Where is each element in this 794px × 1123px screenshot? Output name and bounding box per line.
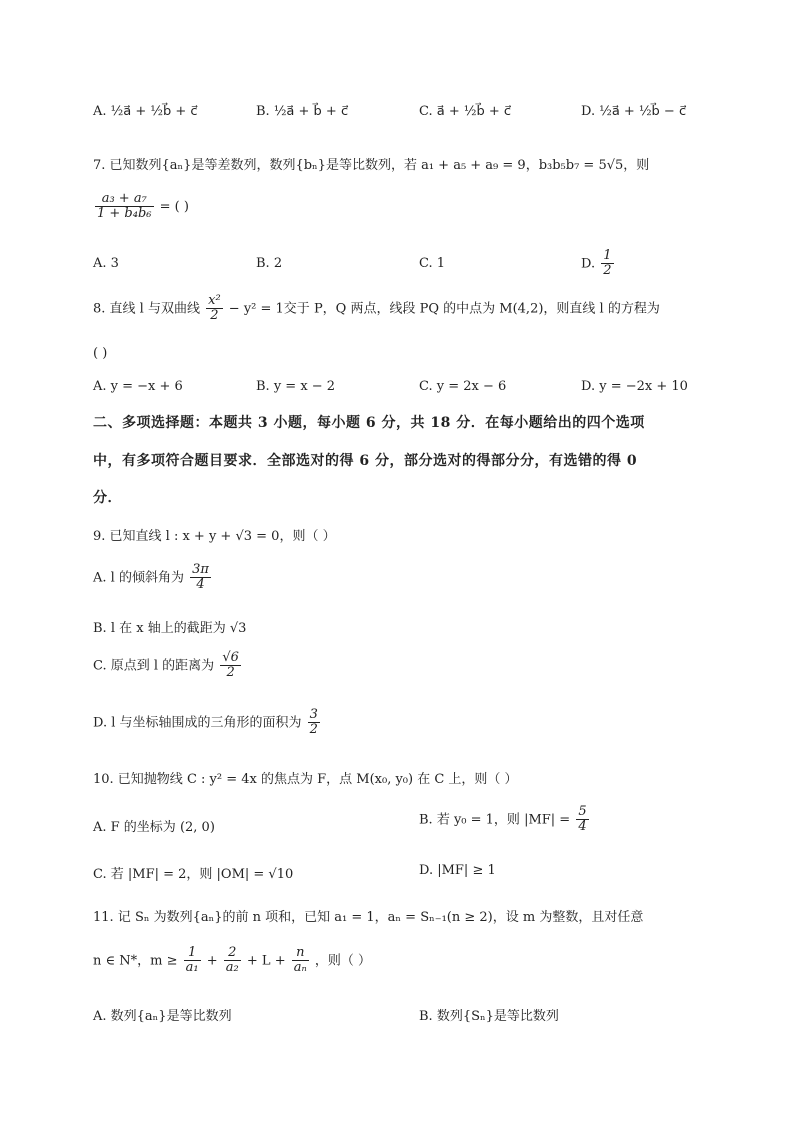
q10-stem: 10. 已知抛物线 C : y² = 4x 的焦点为 F，点 M(x₀, y₀) 在 C 上，则（ ） bbox=[93, 772, 518, 787]
q8-option-c: C. y = 2x − 6 bbox=[419, 379, 507, 394]
q11-fraction-1-numerator: 1 bbox=[184, 946, 201, 961]
q7-option-a: A. 3 bbox=[93, 256, 119, 271]
q11-fraction-3-denominator: aₙ bbox=[293, 960, 307, 976]
q7-option-d-label: D. bbox=[581, 256, 596, 272]
q9-stem: 9. 已知直线 l : x + y + √3 = 0，则（ ） bbox=[93, 529, 336, 544]
q7-stem: 7. 已知数列{aₙ}是等差数列，数列{bₙ}是等比数列，若 a₁ + a₅ + a₉ = 9，b₃b₅b₇ = 5√5，则 bbox=[93, 158, 650, 173]
q11-condition-end: ，则（ ） bbox=[314, 953, 372, 969]
q10-option-b-text: B. 若 y₀ = 1，则 |MF| = bbox=[419, 812, 571, 828]
q9-option-c bbox=[93, 651, 243, 681]
q8-answer-paren: ( ) bbox=[93, 346, 108, 361]
q7-option-d-fraction bbox=[601, 249, 613, 279]
q11-condition bbox=[93, 946, 371, 976]
q11-ellipsis-term: + L + bbox=[246, 953, 286, 969]
q9-option-c-denominator: 2 bbox=[226, 665, 235, 681]
q8-option-a: A. y = −x + 6 bbox=[93, 379, 183, 394]
q11-plus-sign: + bbox=[206, 953, 218, 969]
q9-option-d-text: D. l 与坐标轴围成的三角形的面积为 bbox=[93, 715, 302, 731]
q11-fraction-2-denominator: a₂ bbox=[225, 960, 239, 976]
section2-heading-line1: 二、多项选择题：本题共 3 小题，每小题 6 分，共 18 分．在每小题给出的四个选项 bbox=[93, 415, 645, 431]
q9-option-d-denominator: 2 bbox=[309, 722, 318, 738]
q6-option-d: D. ½a⃗ + ½b⃗ − c⃗ bbox=[581, 104, 687, 119]
q9-option-a bbox=[93, 563, 213, 593]
q8-option-d: D. y = −2x + 10 bbox=[581, 379, 688, 394]
q9-option-a-numerator: 3π bbox=[192, 562, 209, 577]
section2-heading-line3: 分． bbox=[93, 490, 122, 506]
q7-option-c: C. 1 bbox=[419, 256, 446, 271]
q8-stem-start: 8. 直线 l 与双曲线 bbox=[93, 301, 200, 317]
q6-option-c: C. a⃗ + ½b⃗ + c⃗ bbox=[419, 104, 512, 119]
q10-option-b bbox=[419, 805, 591, 835]
q9-option-d bbox=[93, 708, 322, 738]
q7-fraction-denominator: 1 + b₄b₆ bbox=[97, 206, 152, 222]
q8-stem-end: − y² = 1交于 P，Q 两点，线段 PQ 的中点为 M(4,2)，则直线 l 的方程为 bbox=[228, 301, 660, 317]
q10-option-d: D. |MF| ≥ 1 bbox=[419, 863, 496, 878]
q6-option-a: A. ½a⃗ + ½b⃗ + c⃗ bbox=[93, 104, 198, 119]
q11-fraction-2-numerator: 2 bbox=[224, 946, 241, 961]
q7-fraction-numerator: a₃ + a₇ bbox=[95, 192, 154, 207]
q7-option-d-denominator: 2 bbox=[603, 263, 612, 279]
section2-heading-line2: 中，有多项符合题目要求．全部选对的得 6 分，部分选对的得部分分，有选错的得 0 bbox=[93, 453, 638, 469]
q11-fraction-3-numerator: n bbox=[292, 946, 309, 961]
q7-option-d bbox=[581, 249, 616, 279]
q7-option-d-numerator: 1 bbox=[603, 248, 612, 263]
q9-option-a-denominator: 4 bbox=[196, 577, 205, 593]
q7-expression-tail: = ( ) bbox=[159, 199, 189, 215]
q11-stem: 11. 记 Sₙ 为数列{aₙ}的前 n 项和，已知 a₁ = 1，aₙ = Sₙ₋₁(n ≥ 2)，设 m 为整数，且对任意 bbox=[93, 910, 644, 925]
q9-option-c-text: C. 原点到 l 的距离为 bbox=[93, 658, 215, 674]
q9-option-b: B. l 在 x 轴上的截距为 √3 bbox=[93, 621, 247, 636]
q7-expression bbox=[93, 192, 189, 222]
q10-option-b-denominator: 4 bbox=[578, 819, 587, 835]
q9-option-a-text: A. l 的倾斜角为 bbox=[93, 570, 184, 586]
q8-fraction-denominator: 2 bbox=[210, 308, 219, 324]
q8-fraction bbox=[206, 294, 223, 324]
q10-option-b-fraction bbox=[576, 805, 588, 835]
q9-option-d-numerator: 3 bbox=[309, 707, 318, 722]
q11-fraction-3 bbox=[292, 946, 309, 976]
q9-option-a-fraction bbox=[190, 563, 211, 593]
q9-option-c-numerator: √6 bbox=[222, 650, 239, 665]
q6-option-b: B. ½a⃗ + b⃗ + c⃗ bbox=[256, 104, 349, 119]
q7-option-b: B. 2 bbox=[256, 256, 283, 271]
q11-option-a: A. 数列{aₙ}是等比数列 bbox=[93, 1009, 232, 1024]
q11-fraction-2 bbox=[224, 946, 241, 976]
q8-fraction-numerator: x² bbox=[208, 293, 221, 308]
q11-option-b: B. 数列{Sₙ}是等比数列 bbox=[419, 1009, 559, 1024]
q8-stem bbox=[93, 294, 660, 324]
q10-option-a: A. F 的坐标为 (2, 0) bbox=[93, 820, 215, 835]
q9-option-c-fraction bbox=[220, 651, 241, 681]
q7-fraction bbox=[95, 192, 154, 222]
q8-option-b: B. y = x − 2 bbox=[256, 379, 336, 394]
q10-option-c: C. 若 |MF| = 2，则 |OM| = √10 bbox=[93, 867, 294, 882]
q9-option-d-fraction bbox=[308, 708, 320, 738]
q10-option-b-numerator: 5 bbox=[578, 804, 587, 819]
q11-fraction-1 bbox=[184, 946, 201, 976]
q11-condition-start: n ∈ N*，m ≥ bbox=[93, 953, 178, 969]
q11-fraction-1-denominator: a₁ bbox=[185, 960, 199, 976]
